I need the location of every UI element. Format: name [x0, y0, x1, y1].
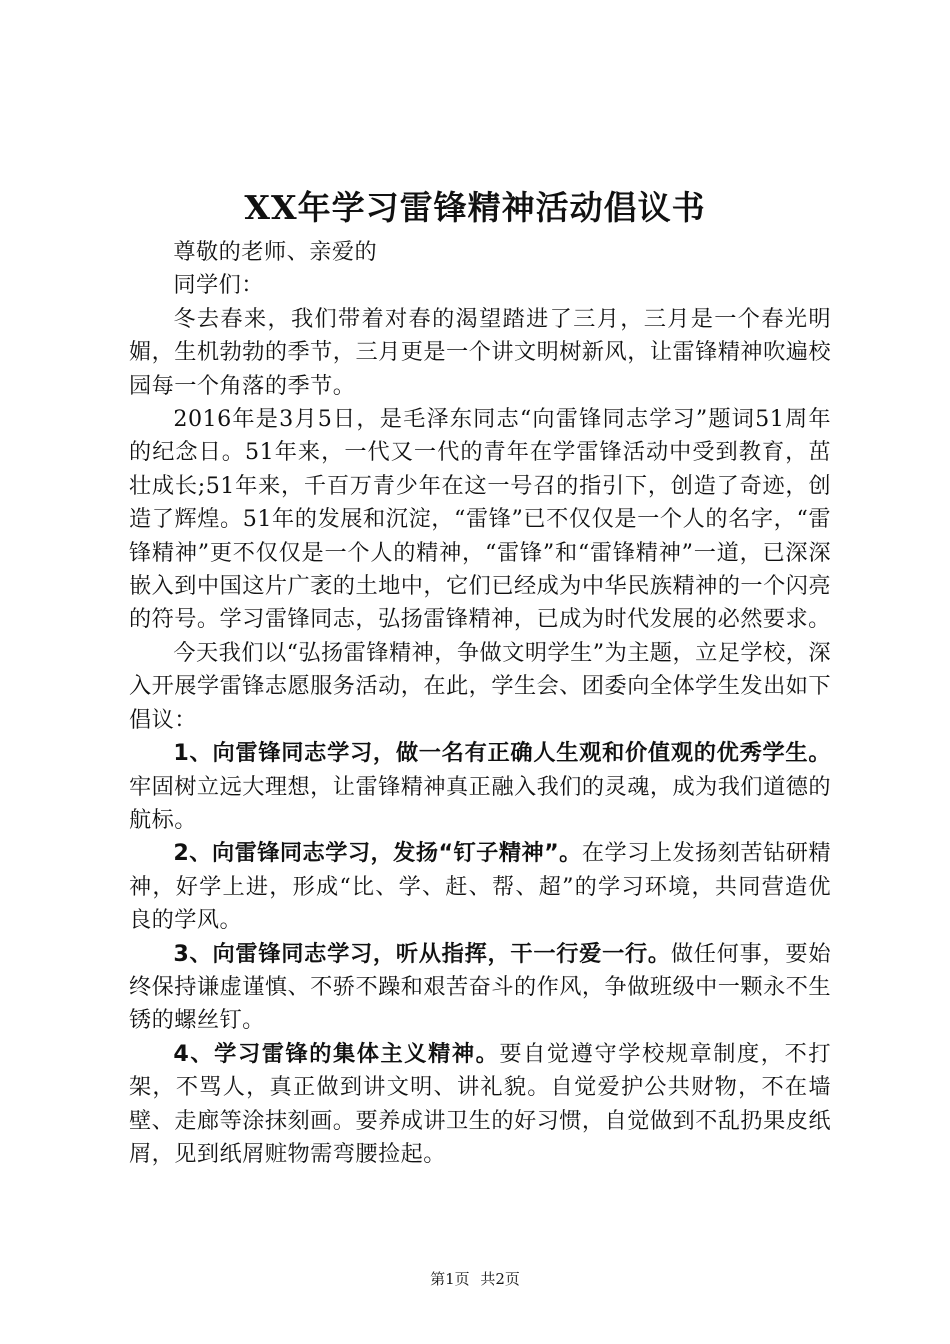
greeting-line-2: 同学们： — [173, 272, 264, 299]
paragraph-theme: 今天我们以“弘扬雷锋精神，争做文明学生”为主题，立足学校，深入开展学雷锋志愿服务活动，在此，学生会、团委向全体学生发出如下倡议： — [129, 639, 831, 733]
page-footer — [0, 1269, 950, 1289]
greeting-line-1: 尊敬的老师、亲爱的 — [173, 239, 378, 265]
proposal-4 — [129, 1038, 831, 1172]
proposal-4-text: 要自觉遵守学校规章制度，不打架，不骂人，真正做到讲文明、讲礼貌。自觉爱护公共财物，不在墙壁、走廊等涂抹刻画。要养成讲卫生的好习惯，自觉做到不乱扔果皮纸屑，见到纸屑赃物需弯腰捡起。 — [129, 1040, 831, 1167]
proposal-3-heading: 3、向雷锋同志学习，听从指挥，干一行爱一行。 — [173, 940, 671, 967]
proposal-2 — [129, 837, 831, 937]
page-number-current: 第1页 — [430, 1270, 470, 1288]
paragraph-history: 2016年是3月5日，是毛泽东同志“向雷锋同志学习”题词51周年的纪念日。51年来，一代又一代的青年在学雷锋活动中受到教育，茁壮成长;51年来，千百万青少年在这一号召的指引下，创造了奇迹，创造了辉煌。51年的发展和沉淀，“雷锋”已不仅仅是一个人的名字，“雷锋精神”更不仅仅是一个人的精神，“雷锋”和“雷锋精神”一道，已深深嵌入到中国这片广袤的土地中，它们已经成为中华民族精神的一个闪亮的符号。学习雷锋同志，弘扬雷锋精神，已成为时代发展的必然要求。 — [129, 406, 831, 633]
proposal-1 — [129, 737, 831, 837]
proposal-3 — [129, 938, 831, 1038]
paragraph-intro: 冬去春来，我们带着对春的渴望踏进了三月，三月是一个春光明媚，生机勃勃的季节，三月更是一个讲文明树新风，让雷锋精神吹遍校园每一个角落的季节。 — [129, 305, 831, 399]
proposal-1-text: 牢固树立远大理想，让雷锋精神真正融入我们的灵魂，成为我们道德的航标。 — [129, 773, 831, 833]
proposal-3-text: 做任何事，要始终保持谦虚谨慎、不骄不躁和艰苦奋斗的作风，争做班级中一颗永不生锈的螺丝钉。 — [129, 940, 831, 1034]
proposal-2-text: 在学习上发扬刻苦钻研精神，好学上进，形成“比、学、赶、帮、超”的学习环境，共同营造优良的学风。 — [129, 840, 832, 934]
page-number-total: 共2页 — [480, 1270, 520, 1288]
proposal-4-heading: 4、学习雷锋的集体主义精神。 — [173, 1040, 500, 1067]
document-body — [129, 236, 831, 1171]
proposal-1-heading: 1、向雷锋同志学习，做一名有正确人生观和价值观的优秀学生。 — [173, 740, 831, 767]
document-title: XX年学习雷锋精神活动倡议书 — [244, 188, 706, 227]
proposal-2-heading: 2、向雷锋同志学习，发扬“钉子精神”。 — [173, 840, 582, 867]
